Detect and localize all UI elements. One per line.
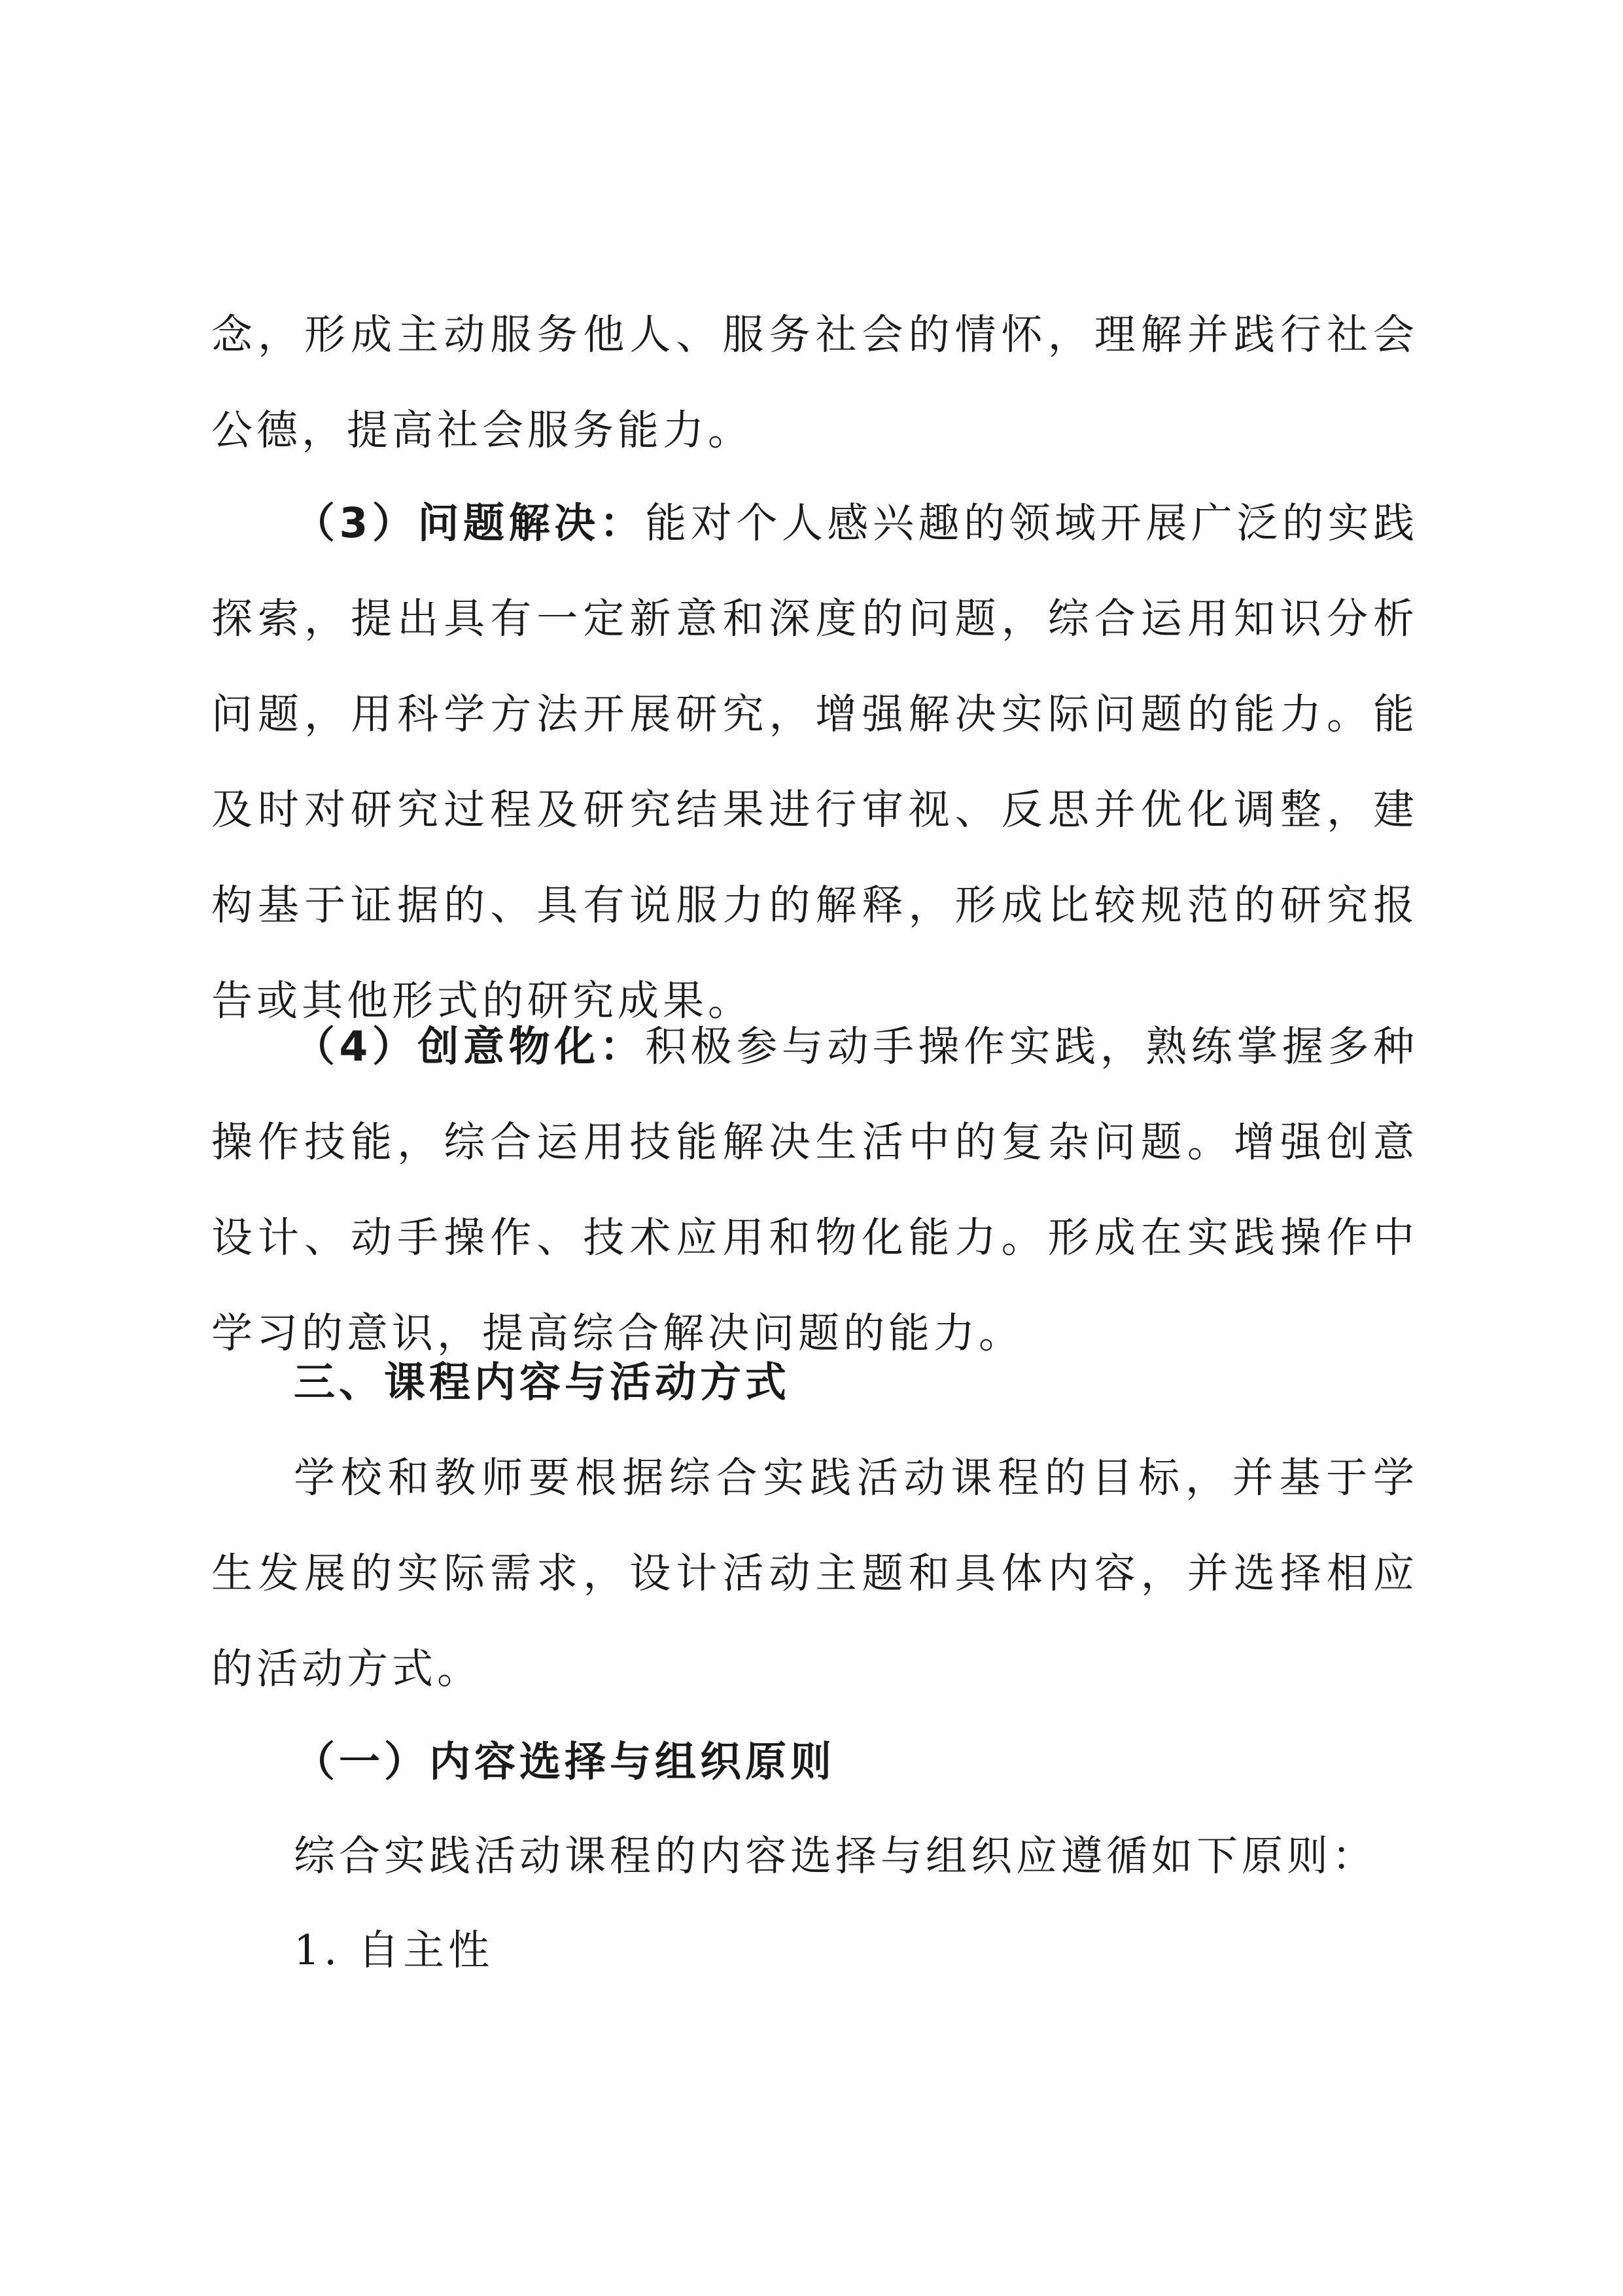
paragraph-principles xyxy=(211,1809,1418,1904)
paragraph-label: （3）问题解决： xyxy=(294,499,646,547)
list-item-text: 1. 自主性 xyxy=(294,1926,494,1974)
paragraph-continuation xyxy=(211,287,1418,478)
paragraph-text: 学校和教师要根据综合实践活动课程的目标，并基于学生发展的实际需求，设计活动主题和具体内容，并选择相应的活动方式。 xyxy=(211,1454,1418,1693)
paragraph-text: 能对个人感兴趣的领域开展广泛的实践探索，提出具有一定新意和深度的问题，综合运用知识分析问题，用科学方法开展研究，增强解决实际问题的能力。能及时对研究过程及研究结果进行审视、反思并优化调整，建构基于证据的、具有说服力的解释，形成比较规范的研究报告或其他形式的研究成果。 xyxy=(211,499,1419,1025)
section-title: 三、课程内容与活动方式 xyxy=(294,1358,790,1406)
list-item-autonomy xyxy=(211,1903,1418,1998)
paragraph-intro xyxy=(211,1430,1418,1717)
paragraph-text: 念，形成主动服务他人、服务社会的情怀，理解并践行社会公德，提高社会服务能力。 xyxy=(211,311,1418,454)
section-heading xyxy=(211,1335,1418,1430)
paragraph-text: 积极参与动手操作实践，熟练掌握多种操作技能，综合运用技能解决生活中的复杂问题。增强创意设计、动手操作、技术应用和物化能力。形成在实践操作中学习的意识，提高综合解决问题的能力。 xyxy=(211,1023,1419,1357)
paragraph-label: （4）创意物化： xyxy=(294,1023,646,1070)
paragraph-creative-materialization xyxy=(211,999,1418,1381)
paragraph-problem-solving xyxy=(211,476,1418,1049)
subsection-title: （一）内容选择与组织原则 xyxy=(294,1738,835,1786)
paragraph-text: 综合实践活动课程的内容选择与组织应遵循如下原则： xyxy=(294,1832,1377,1880)
subsection-heading xyxy=(211,1714,1418,1810)
